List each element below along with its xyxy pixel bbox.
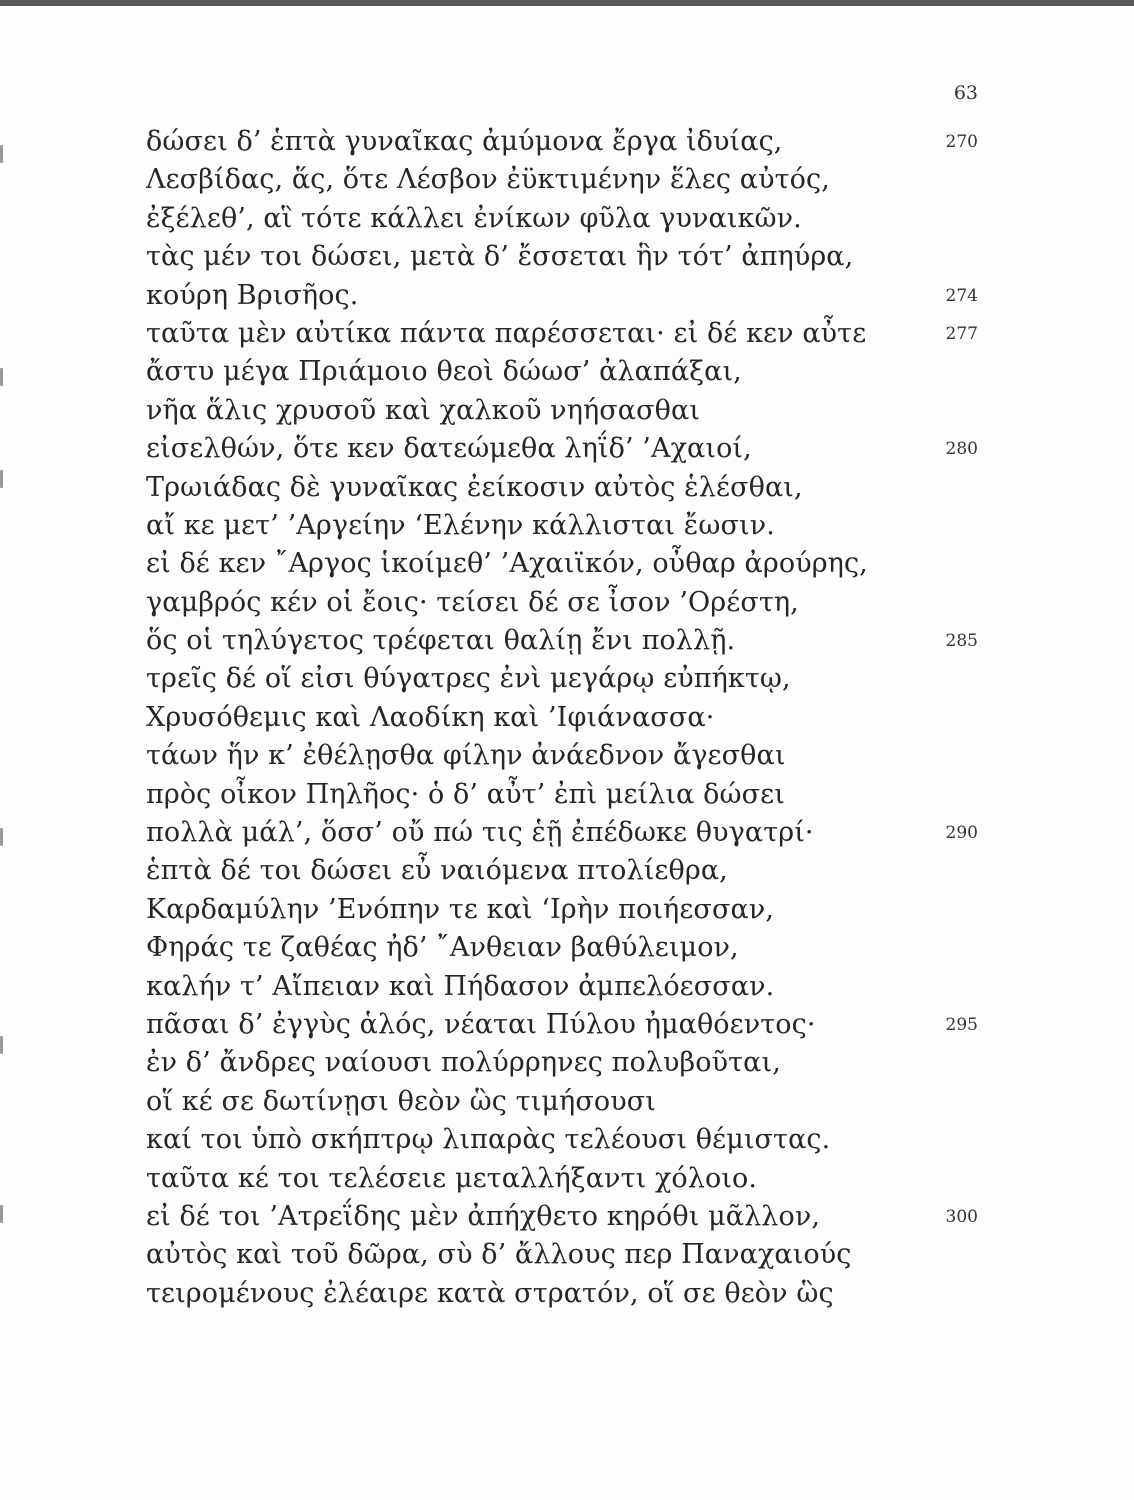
line-number: 290 (945, 823, 978, 844)
binding-mark (0, 1036, 3, 1054)
verse-line (146, 1160, 986, 1198)
verse-text: εἰ δέ τοι ’Ατρεΐδης μὲν ἀπήχθετο κηρόθι μᾶλλον, (146, 1200, 821, 1232)
verse-text: ὅς οἱ τηλύγετος τρέφεται θαλίῃ ἔνι πολλῇ. (146, 625, 736, 657)
verse-text: Λεσβίδας, ἅς, ὅτε Λέσβον ἐϋκτιμένην ἕλες αὐτός, (146, 164, 830, 196)
verse-text: εἰ δέ κεν ῎Αργος ἱκοίμεθ’ ’Αχαιϊκόν, οὖθαρ ἀρούρης, (146, 548, 868, 580)
line-number: 270 (945, 132, 978, 152)
verse-text: καλήν τ’ Αἴπειαν καὶ Πήδασον ἀμπελόεσσαν. (146, 970, 775, 1002)
verse-line (146, 315, 986, 353)
verse-text: νῆα ἅλις χρυσοῦ καὶ χαλκοῦ νηήσασθαι (146, 394, 701, 426)
verse-line (146, 584, 986, 622)
verse-text: ταῦτα μὲν αὐτίκα πάντα παρέσσεται· εἰ δέ κεν αὖτε (146, 317, 867, 349)
verse-text: εἰσελθών, ὅτε κεν δατεώμεθα ληΐδ’ ’Αχαιοί, (146, 433, 752, 465)
verse-line (146, 660, 986, 698)
verse-line (146, 699, 986, 737)
verse-line (146, 123, 986, 161)
verse-line (146, 737, 986, 775)
verse-text: οἵ κέ σε δωτίνῃσι θεὸν ὣς τιμήσουσι (146, 1085, 656, 1117)
verse-text: καί τοι ὑπὸ σκήπτρῳ λιπαρὰς τελέουσι θέμιστας. (146, 1124, 831, 1156)
verse-text: δώσει δ’ ἑπτὰ γυναῖκας ἀμύμονα ἔργα ἰδυίας, (146, 126, 783, 157)
verse-text: ἄστυ μέγα Πριάμοιο θεοὶ δώωσ’ ἀλαπάξαι, (146, 356, 742, 388)
verse-text: αὐτὸς καὶ τοῦ δῶρα, σὺ δ’ ἄλλους περ Παναχαιούς (146, 1239, 852, 1271)
verse-line (146, 161, 986, 199)
verse-text: πρὸς οἶκον Πηλῆος· ὁ δ’ αὖτ’ ἐπὶ μείλια δώσει (146, 778, 785, 810)
verse-line (146, 891, 986, 929)
verse-text: ἑπτὰ δέ τοι δώσει εὖ ναιόμενα πτολίεθρα, (146, 855, 728, 887)
line-number: 295 (945, 1014, 978, 1035)
verse-line (146, 1236, 986, 1274)
verse-line (146, 622, 986, 660)
line-number: 274 (945, 285, 978, 306)
verse-text: τὰς μέν τοι δώσει, μετὰ δ’ ἔσσεται ἣν τότ’ ἀπηύρα, (146, 241, 854, 273)
verse-text: Χρυσόθεμις καὶ Λαοδίκη καὶ ’Ιφιάνασσα· (146, 701, 715, 733)
verse-line (146, 200, 986, 238)
line-number: 277 (945, 323, 978, 344)
verse-line (146, 1275, 986, 1313)
verse-line (146, 1198, 986, 1236)
verse-text: ἐν δ’ ἄνδρες ναίουσι πολύρρηνες πολυβοῦται, (146, 1047, 781, 1079)
verse-text: πολλὰ μάλ’, ὅσσ’ οὔ πώ τις ἑῇ ἐπέδωκε θυγατρί· (146, 817, 814, 849)
top-edge-rule (0, 0, 1134, 6)
verse-text: γαμβρός κέν οἱ ἔοις· τείσει δέ σε ἶσον ’Ορέστη, (146, 586, 799, 618)
verse-text: Τρωιάδας δὲ γυναῖκας ἐείκοσιν αὐτὸς ἑλέσθαι, (146, 471, 803, 503)
verse-text: πᾶσαι δ’ ἐγγὺς ἁλός, νέαται Πύλου ἠμαθόεντος· (146, 1008, 816, 1040)
verse-block (146, 123, 986, 1313)
verse-line (146, 392, 986, 430)
verse-text: Φηράς τε ζαθέας ἠδ’ ῎Ανθειαν βαθύλειμον, (146, 932, 739, 964)
verse-line (146, 430, 986, 468)
line-number: 285 (945, 631, 978, 652)
verse-line (146, 776, 986, 814)
verse-line (146, 1044, 986, 1082)
verse-line (146, 968, 986, 1006)
verse-text: ἐξέλεθ’, αἳ τότε κάλλει ἐνίκων φῦλα γυναικῶν. (146, 202, 802, 234)
verse-text: τρεῖς δέ οἵ εἰσι θύγατρες ἐνὶ μεγάρῳ εὐπήκτῳ, (146, 663, 791, 695)
verse-line (146, 469, 986, 507)
binding-mark (0, 470, 3, 488)
verse-line (146, 277, 986, 315)
verse-line (146, 1121, 986, 1159)
verse-line (146, 1083, 986, 1121)
verse-text: τειρομένους ἐλέαιρε κατὰ στρατόν, οἵ σε θεὸν ὣς (146, 1277, 834, 1309)
verse-line (146, 507, 986, 545)
verse-text: ταῦτα κέ τοι τελέσειε μεταλλήξαντι χόλοιο. (146, 1162, 758, 1194)
verse-text: τάων ἥν κ’ ἐθέλῃσθα φίλην ἀνάεδνον ἄγεσθαι (146, 740, 786, 772)
verse-line (146, 1006, 986, 1044)
page-number: 63 (953, 82, 978, 104)
binding-mark (0, 828, 3, 846)
verse-line (146, 545, 986, 583)
line-number: 280 (945, 439, 978, 460)
verse-line (146, 929, 986, 967)
binding-mark (0, 1205, 3, 1223)
binding-mark (0, 145, 3, 163)
verse-line (146, 852, 986, 890)
line-number: 300 (945, 1206, 978, 1227)
verse-text: αἴ κε μετ’ ’Αργείην ‘Ελένην κάλλισται ἔωσιν. (146, 509, 775, 541)
binding-mark (0, 368, 3, 386)
verse-line (146, 814, 986, 852)
verse-line (146, 238, 986, 276)
verse-text: Καρδαμύλην ’Ενόπην τε καὶ ‘Ιρὴν ποιήεσσαν, (146, 893, 775, 925)
verse-line (146, 353, 986, 391)
verse-text: κούρη Βρισῆος. (146, 279, 359, 311)
